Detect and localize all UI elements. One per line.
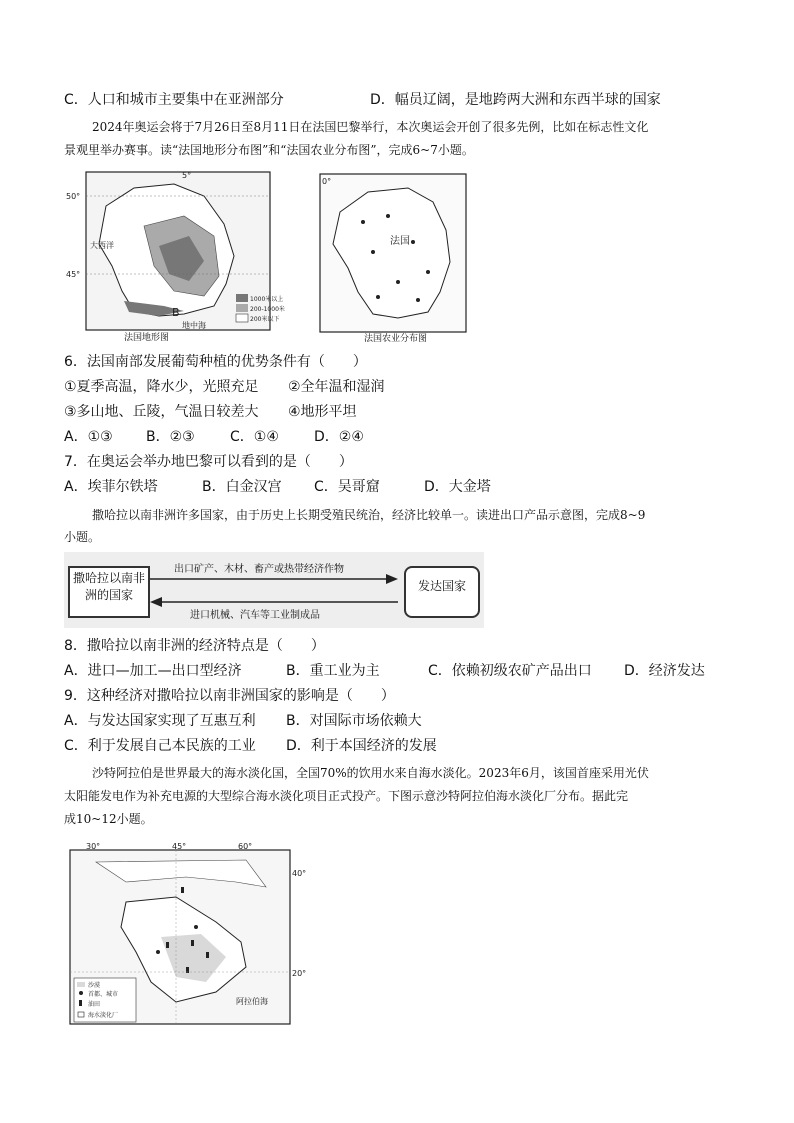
q9-option-a: A．与发达国家实现了互惠互利 bbox=[64, 713, 256, 729]
q7-stem: 7．在奥运会举办地巴黎可以看到的是（ ） bbox=[64, 454, 353, 470]
q6-stmt-2: ②全年温和湿润 bbox=[288, 379, 385, 395]
flow-right-box: 发达国家 bbox=[404, 566, 480, 618]
q7-option-c: C．吴哥窟 bbox=[314, 479, 380, 495]
legend-desal-plant: 海水淡化厂 bbox=[88, 1012, 119, 1019]
q6-stmt-1: ①夏季高温，降水少，光照充足 bbox=[64, 379, 259, 395]
q9-stem: 9．这种经济对撒哈拉以南非洲国家的影响是（ ） bbox=[64, 688, 395, 704]
terrain-caption: 法国地形图 bbox=[124, 333, 170, 343]
legend-desert: 沙漠 bbox=[88, 982, 101, 989]
legend-low: 200米以下 bbox=[250, 316, 280, 323]
flow-top-arrow-label: 出口矿产、木材、畜产或热带经济作物 bbox=[174, 564, 344, 575]
intro1-line1: 2024年奥运会将于7月26日至8月11日在法国巴黎举行，本次奥运会开创了很多先例，比如在标志性文化 bbox=[92, 120, 649, 134]
q6-stmt-4: ④地形平坦 bbox=[288, 404, 357, 420]
lon-5-label: 5° bbox=[182, 171, 192, 180]
q9-option-c: C．利于发展自己本民族的工业 bbox=[64, 738, 256, 754]
q6-option-b: B．②③ bbox=[146, 429, 195, 445]
lat-50-label: 50° bbox=[66, 192, 81, 201]
q6-stem: 6．法国南部发展葡萄种植的优势条件有（ ） bbox=[64, 354, 367, 370]
flow-left-box: 撒哈拉以南非洲的国家 bbox=[68, 566, 150, 618]
q6-option-c: C．①④ bbox=[230, 429, 279, 445]
flow-bottom-arrow-label: 进口机械、汽车等工业制成品 bbox=[190, 610, 320, 621]
q8-option-a: A．进口—加工—出口型经济 bbox=[64, 663, 242, 679]
arabian-sea-label: 阿拉伯海 bbox=[236, 997, 268, 1006]
lat-20-label: 20° bbox=[292, 969, 307, 978]
intro2-line1: 撒哈拉以南非洲许多国家，由于历史上长期受殖民统治，经济比较单一。读进出口产品示意图，完成8~9 bbox=[92, 508, 646, 522]
q5-option-d: D．幅员辽阔，是地跨两大洲和东西半球的国家 bbox=[370, 92, 661, 108]
france-agri-map bbox=[318, 172, 468, 344]
saudi-desalination-map bbox=[66, 842, 307, 1026]
country-label: 法国 bbox=[390, 236, 410, 247]
legend-city: 首都、城市 bbox=[88, 991, 119, 998]
lon-30-label: 30° bbox=[86, 842, 101, 851]
legend-oilfield: 油田 bbox=[88, 1001, 101, 1008]
lat-45-label: 45° bbox=[66, 270, 81, 279]
q6-option-a: A．①③ bbox=[64, 429, 113, 445]
q7-option-b: B．白金汉宫 bbox=[202, 479, 282, 495]
lon-0-label: 0° bbox=[322, 177, 332, 186]
q8-option-b: B．重工业为主 bbox=[286, 663, 380, 679]
france-terrain-map bbox=[64, 166, 285, 344]
point-b-label: B bbox=[172, 306, 180, 319]
q8-option-c: C．依赖初级农矿产品出口 bbox=[428, 663, 592, 679]
intro3-line1: 沙特阿拉伯是世界最大的海水淡化国，全国70%的饮用水来自海水淡化。2023年6月，该国首座采用光伏 bbox=[92, 766, 649, 780]
atlantic-label: 大西洋 bbox=[90, 241, 114, 250]
intro2-line2: 小题。 bbox=[64, 530, 101, 544]
q7-option-a: A．埃菲尔铁塔 bbox=[64, 479, 158, 495]
legend-mid: 200-1000米 bbox=[250, 306, 285, 313]
lat-40-label: 40° bbox=[292, 869, 307, 878]
agri-caption: 法国农业分布图 bbox=[364, 334, 428, 344]
q7-option-d: D．大金塔 bbox=[424, 479, 491, 495]
intro3-line3: 成10~12小题。 bbox=[64, 812, 153, 826]
q9-option-d: D．利于本国经济的发展 bbox=[286, 738, 437, 754]
lon-45-label: 45° bbox=[172, 842, 187, 851]
q6-stmt-3: ③多山地、丘陵，气温日较差大 bbox=[64, 404, 259, 420]
q8-option-d: D．经济发达 bbox=[624, 663, 705, 679]
legend-high: 1000米以上 bbox=[250, 296, 284, 303]
trade-flow-diagram bbox=[64, 552, 484, 628]
intro1-line2: 景观里举办赛事。读“法国地形分布图”和“法国农业分布图”，完成6~7小题。 bbox=[64, 143, 474, 157]
q5-option-c: C．人口和城市主要集中在亚洲部分 bbox=[64, 92, 284, 108]
intro3-line2: 太阳能发电作为补充电源的大型综合海水淡化项目正式投产。下图示意沙特阿拉伯海水淡化厂分布。据此完 bbox=[64, 789, 629, 803]
lon-60-label: 60° bbox=[238, 842, 253, 851]
q6-option-d: D．②④ bbox=[314, 429, 364, 445]
q8-stem: 8．撒哈拉以南非洲的经济特点是（ ） bbox=[64, 638, 325, 654]
med-label: 地中海 bbox=[182, 321, 206, 330]
q9-option-b: B．对国际市场依赖大 bbox=[286, 713, 422, 729]
